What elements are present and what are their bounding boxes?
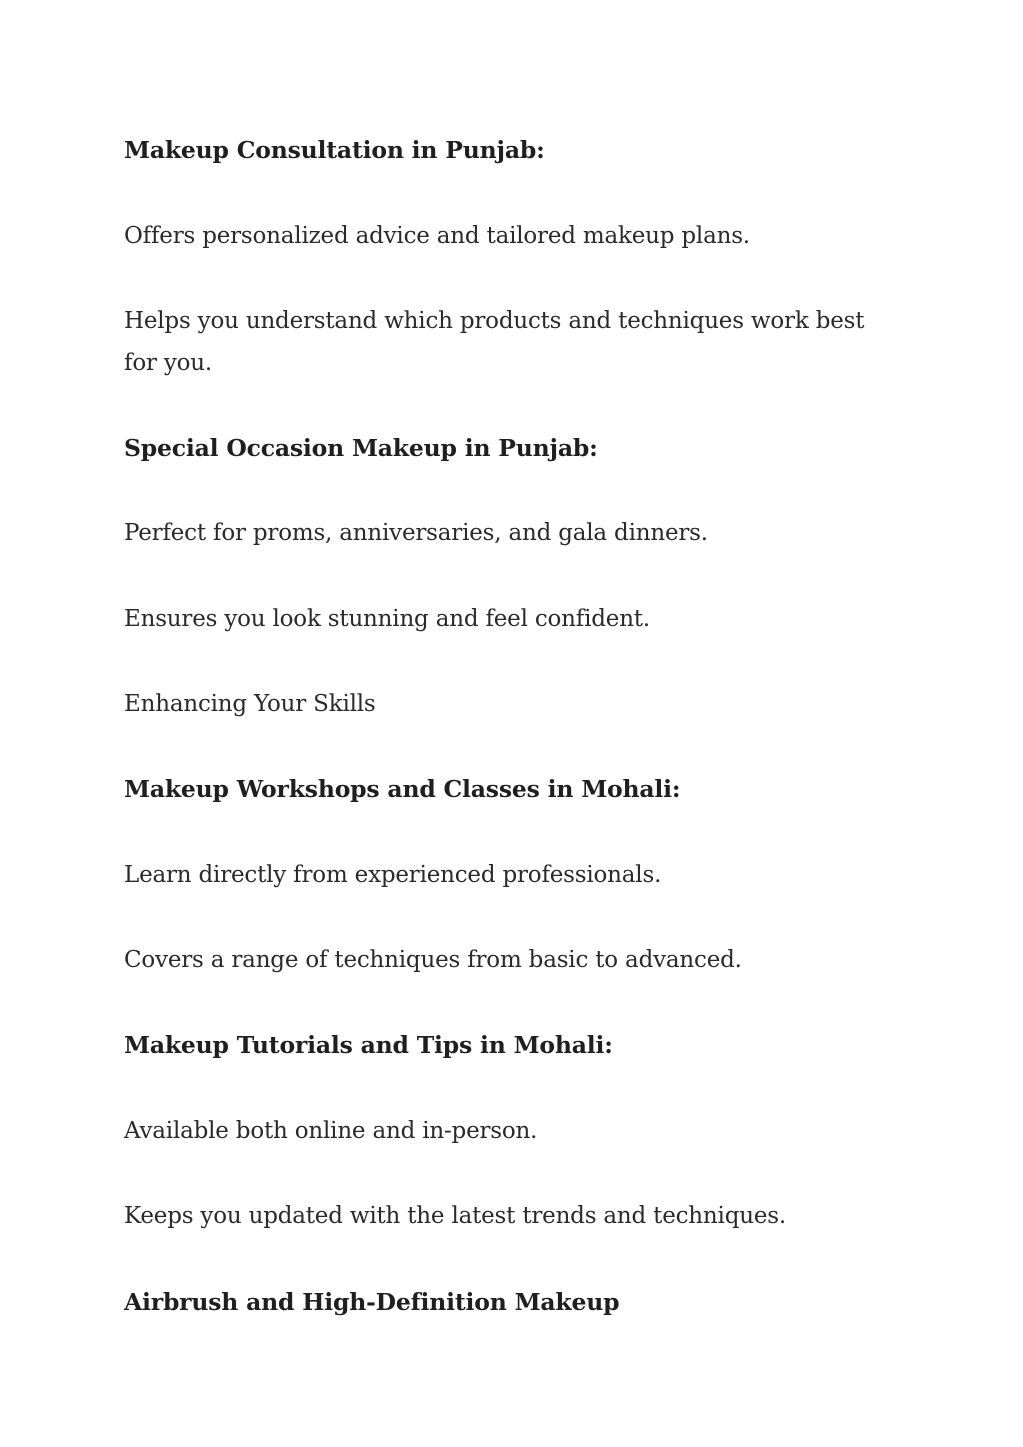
paragraph-online-in-person: Available both online and in-person. bbox=[124, 1118, 538, 1144]
heading-workshops-classes: Makeup Workshops and Classes in Mohali: bbox=[124, 775, 681, 803]
paragraph-enhancing-skills: Enhancing Your Skills bbox=[124, 691, 376, 717]
paragraph-personalized-advice: Offers personalized advice and tailored makeup plans. bbox=[124, 223, 750, 249]
heading-makeup-consultation: Makeup Consultation in Punjab: bbox=[124, 136, 545, 164]
heading-tutorials-tips: Makeup Tutorials and Tips in Mohali: bbox=[124, 1031, 613, 1059]
paragraph-learn-professionals: Learn directly from experienced professionals. bbox=[124, 862, 662, 888]
paragraph-latest-trends: Keeps you updated with the latest trends and techniques. bbox=[124, 1203, 786, 1229]
heading-special-occasion: Special Occasion Makeup in Punjab: bbox=[124, 434, 598, 462]
heading-airbrush-hd: Airbrush and High-Definition Makeup bbox=[124, 1288, 620, 1316]
paragraph-range-techniques: Covers a range of techniques from basic to advanced. bbox=[124, 947, 742, 973]
paragraph-proms-anniversaries: Perfect for proms, anniversaries, and gala dinners. bbox=[124, 520, 708, 546]
paragraph-products-techniques: Helps you understand which products and techniques work best for you. bbox=[124, 308, 865, 376]
paragraph-look-stunning: Ensures you look stunning and feel confident. bbox=[124, 606, 650, 632]
